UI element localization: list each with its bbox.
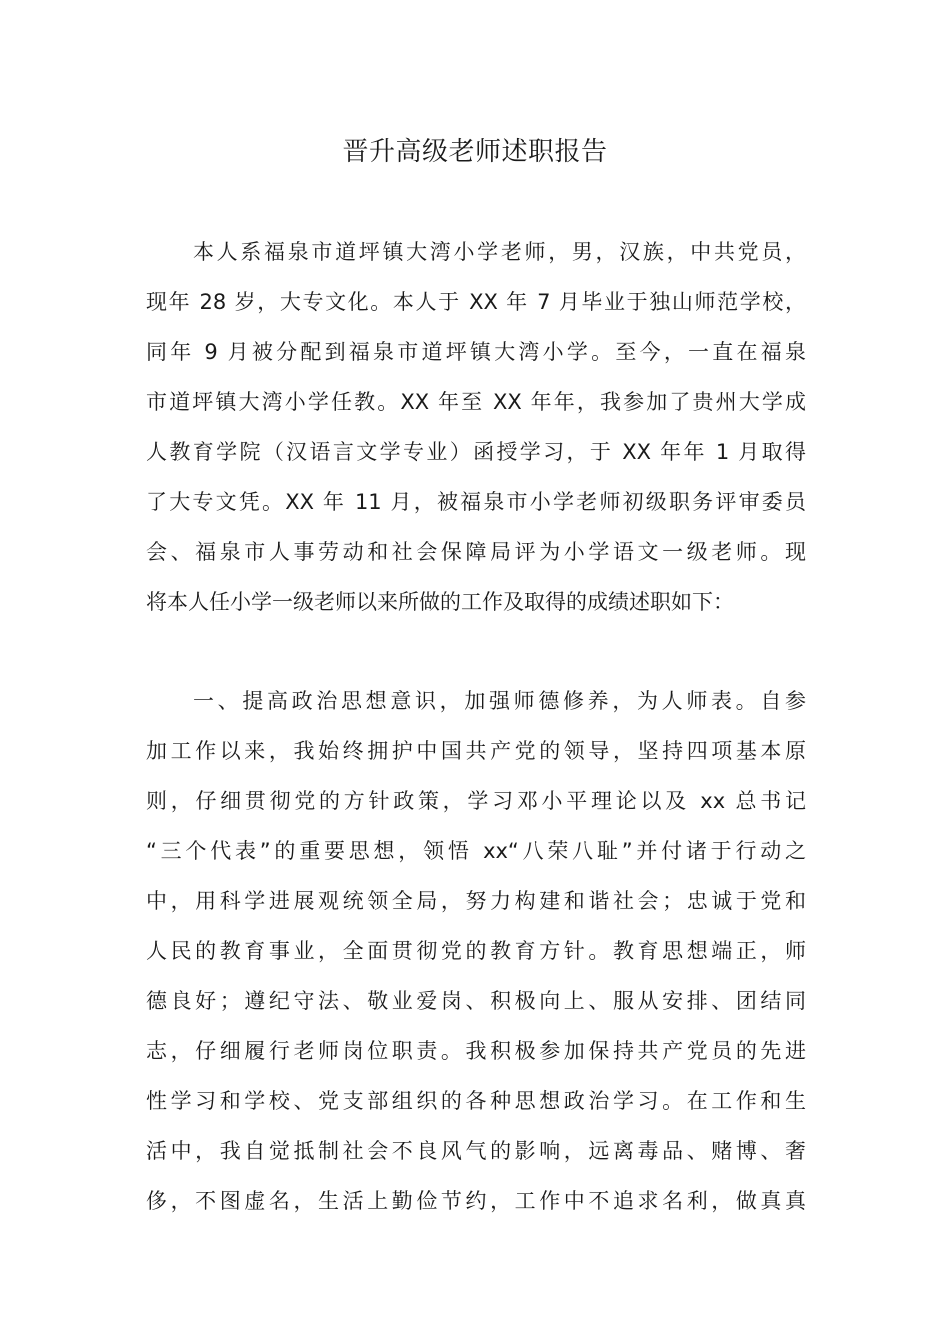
paragraph-line: “三个代表”的重要思想，领悟 xx“八荣八耻”并付诸于行动之	[146, 839, 806, 863]
paragraph-line: 志，仔细履行老师岗位职责。我积极参加保持共产党员的先进	[146, 1039, 806, 1063]
paragraph-line: 加工作以来，我始终拥护中国共产党的领导，坚持四项基本原	[146, 739, 806, 763]
paragraph-line: 市道坪镇大湾小学任教。XX 年至 XX 年年，我参加了贵州大学成	[146, 390, 806, 414]
paragraph-line: 中，用科学进展观统领全局，努力构建和谐社会；忠诚于党和	[146, 889, 806, 913]
paragraph-line: 人教育学院（汉语言文学专业）函授学习，于 XX 年年 1 月取得	[146, 440, 806, 464]
paragraph-line: 了大专文凭。XX 年 11 月，被福泉市小学老师初级职务评审委员	[146, 490, 806, 514]
paragraph-line: 德良好；遵纪守法、敬业爱岗、积极向上、服从安排、团结同	[146, 989, 806, 1013]
paragraph-line: 则，仔细贯彻党的方针政策，学习邓小平理论以及 xx 总书记	[146, 789, 806, 813]
paragraph-line: 同年 9 月被分配到福泉市道坪镇大湾小学。至今，一直在福泉	[146, 340, 806, 364]
paragraph-line: 将本人任小学一级老师以来所做的工作及取得的成绩述职如下：	[146, 590, 734, 614]
paragraph-line: 会、福泉市人事劳动和社会保障局评为小学语文一级老师。现	[146, 540, 806, 564]
paragraph-line: 性学习和学校、党支部组织的各种思想政治学习。在工作和生	[146, 1089, 806, 1113]
paragraph-line: 活中，我自觉抵制社会不良风气的影响，远离毒品、赌博、奢	[146, 1139, 806, 1163]
paragraph-intro	[146, 227, 806, 627]
paragraph-line: 人民的教育事业，全面贯彻党的教育方针。教育思想端正，师	[146, 939, 806, 963]
paragraph-line: 本人系福泉市道坪镇大湾小学老师，男，汉族，中共党员，	[193, 240, 806, 264]
paragraph-line: 侈，不图虚名，生活上勤俭节约，工作中不追求名利，做真真	[146, 1189, 806, 1213]
document-title: 晋升高级老师述职报告	[342, 137, 608, 167]
paragraph-line: 一、提高政治思想意识，加强师德修养，为人师表。自参	[193, 689, 806, 713]
paragraph-section-1	[146, 676, 806, 1226]
paragraph-line: 现年 28 岁，大专文化。本人于 XX 年 7 月毕业于独山师范学校，	[146, 290, 806, 314]
